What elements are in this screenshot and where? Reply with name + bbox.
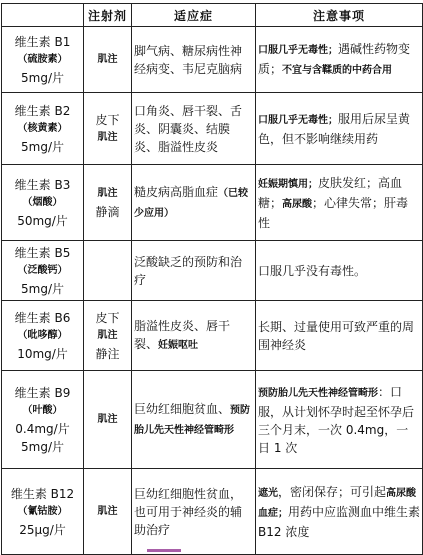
drug-dose: 25μg/片: [19, 522, 66, 537]
route-cell: [84, 301, 132, 371]
note-text: 不宜与含鞣质的中药合用: [282, 64, 393, 76]
indication-cell: [132, 93, 256, 165]
note-text: 高尿酸血症；: [258, 487, 417, 519]
note-text: ；心律失常；肝毒性: [258, 195, 409, 230]
note-text: 长期、过量使用可致严重的周围神经炎: [258, 319, 415, 352]
route-label: 静滴: [95, 204, 120, 219]
drug-table-container: [0, 3, 423, 555]
indication-text: 脚气病、糖尿病性神经病变、韦尼克脑病: [134, 43, 243, 76]
indication-text: （已较少应用）: [134, 187, 249, 219]
drug-cell: [2, 93, 84, 165]
drug-dose: 5mg/片: [21, 139, 64, 154]
note-text: 服用后尿呈黄色，但不影响继续用药: [258, 111, 411, 146]
indication-text: 泛酸缺乏的预防和治疗: [134, 254, 243, 287]
drug-cell: [2, 27, 84, 93]
note-text: 可引起: [350, 484, 387, 499]
drug-name: 维生素 B12: [10, 486, 75, 501]
drug-cell: [2, 241, 84, 301]
drug-alias: （泛酸钙）: [17, 264, 68, 276]
note-text: 妊娠期慎用；: [258, 178, 318, 190]
table-row: [2, 241, 423, 301]
drug-alias: （烟酸）: [22, 196, 63, 208]
notes-cell: [256, 241, 423, 301]
indication-text: 妊娠呕吐: [158, 339, 199, 351]
drug-name: 维生素 B5: [14, 245, 71, 260]
route-cell: [84, 165, 132, 241]
notes-cell: [256, 93, 423, 165]
note-text: 口服几乎无毒性；: [258, 114, 338, 126]
notes-cell: [256, 165, 423, 241]
indication-cell: [132, 301, 256, 371]
drug-dose: 5mg/片: [21, 439, 64, 454]
indication-cell: [132, 165, 256, 241]
header-notes: 注意事项: [256, 4, 423, 27]
route-label: 皮下: [95, 310, 120, 325]
notes-cell: [256, 371, 423, 469]
indication-text: 糙皮病: [134, 184, 171, 199]
drug-dose: 0.4mg/片: [15, 421, 70, 436]
notes-cell: [256, 27, 423, 93]
drug-cell: [2, 469, 84, 555]
note-text: 口服几乎无毒性；: [258, 44, 338, 56]
table-row: [2, 93, 423, 165]
drug-alias: （叶酸）: [22, 404, 63, 416]
route-cell: [84, 93, 132, 165]
drug-dose: 10mg/片: [17, 346, 68, 361]
drug-name: 维生素 B2: [14, 103, 71, 118]
drug-name: 维生素 B3: [14, 177, 71, 192]
route-label: 肌注: [97, 413, 118, 425]
drug-dose: 5mg/片: [21, 281, 64, 296]
header-indication: 适应症: [132, 4, 256, 27]
drug-alias: （氰钴胺）: [17, 505, 68, 517]
indication-text: 脂溢性皮炎、唇干裂、: [134, 318, 231, 351]
indication-cell: [132, 469, 256, 555]
drug-alias: （硫胺素）: [17, 53, 68, 65]
drug-name: 维生素 B9: [14, 385, 71, 400]
table-row: [2, 165, 423, 241]
note-text: 高尿酸: [282, 198, 313, 210]
note-text: ，密闭保存；: [278, 484, 351, 499]
notes-cell: [256, 301, 423, 371]
route-label: 静注: [95, 346, 120, 361]
drug-cell: [2, 371, 84, 469]
route-cell: [84, 27, 132, 93]
route-label: 肌注: [97, 505, 118, 517]
drug-cell: [2, 165, 84, 241]
header-row: [2, 4, 423, 27]
header-drug: [2, 4, 84, 27]
table-row: [2, 371, 423, 469]
drug-name: 维生素 B1: [14, 34, 71, 49]
indication-text: 巨幼红细胞性贫血，也可用于神经炎的辅助治疗: [134, 486, 243, 537]
route-label: 肌注: [97, 131, 118, 143]
indication-text: 预防胎儿先天性神经管畸形: [134, 404, 251, 436]
table-row: [2, 27, 423, 93]
drug-name: 维生素 B6: [14, 310, 71, 325]
indication-text: 口角炎、唇干裂、舌炎、阴囊炎、结膜炎、脂溢性皮炎: [134, 103, 243, 154]
header-route: 注射剂: [84, 4, 132, 27]
note-text: 预防胎儿先天性神经管畸形: [258, 387, 378, 399]
route-label: 肌注: [97, 329, 118, 341]
route-label: 皮下: [95, 112, 120, 127]
note-text: ：口服，从计划怀孕时起至怀孕后三个月末，一次 0.4mg，一日 1 次: [258, 384, 415, 455]
route-label: 肌注: [97, 53, 118, 65]
indication-text: 巨幼红细胞贫血、: [134, 401, 231, 416]
drug-dose: 5mg/片: [21, 70, 64, 85]
note-text: 用药中应监测血中维生素 B12 浓度: [258, 504, 421, 539]
route-cell: [84, 371, 132, 469]
drug-alias: （吡哆醇）: [17, 329, 68, 341]
note-text: 口服几乎没有毒性。: [258, 263, 367, 278]
indication-cell: [132, 27, 256, 93]
drug-dose: 50mg/片: [17, 213, 68, 228]
notes-cell: [256, 469, 423, 555]
note-text: 遮光: [258, 487, 278, 499]
indication-text: 高脂血症: [170, 184, 219, 199]
note-text: 皮肤发红；高血糖；: [258, 175, 403, 210]
table-row: [2, 469, 423, 555]
note-text: 遇碱性药物变质；: [258, 41, 411, 76]
route-cell: [84, 241, 132, 301]
indication-cell: [132, 241, 256, 301]
drug-alias: （核黄素）: [17, 122, 68, 134]
route-label: 肌注: [97, 187, 118, 199]
table-row: [2, 301, 423, 371]
drug-cell: [2, 301, 84, 371]
route-cell: [84, 469, 132, 555]
vitamin-b-table: [1, 3, 423, 555]
indication-cell: [132, 371, 256, 469]
